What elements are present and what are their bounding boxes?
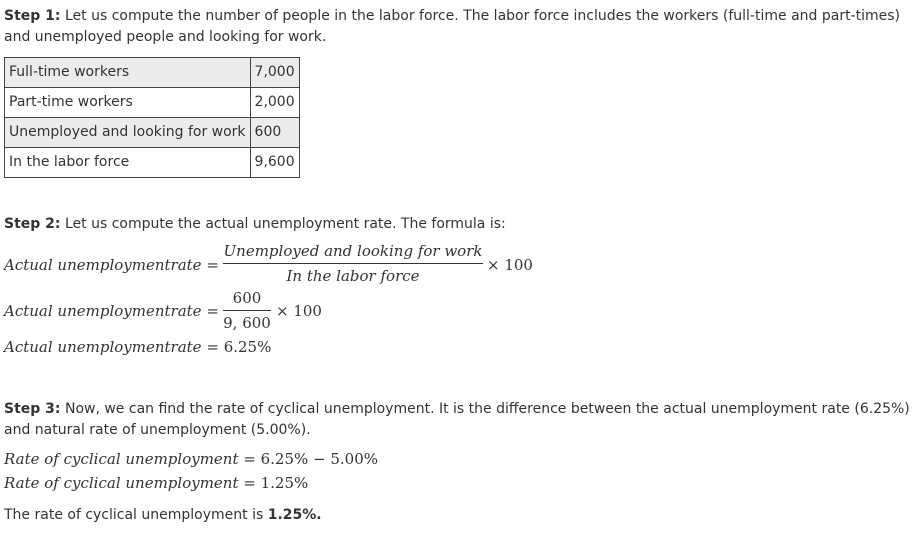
table-row xyxy=(5,118,300,148)
equation-1-lhs: Actual unemploymentrate = xyxy=(4,256,219,274)
labor-force-table xyxy=(4,57,300,178)
fraction-denominator: 9, 600 xyxy=(223,310,271,332)
table-row xyxy=(5,88,300,118)
step3-text: Now, we can find the rate of cyclical unemployment. It is the difference between the actual unemployment rate (6.25%) and natural rate of unemployment (5.00%). xyxy=(4,401,910,438)
equation-3-lhs: Actual unemploymentrate xyxy=(4,338,202,356)
row-value: 9,600 xyxy=(250,148,299,178)
equation-5: Rate of cyclical unemployment = 1.25% xyxy=(4,474,309,492)
equation-4-rhs: 6.25% − 5.00% xyxy=(260,450,379,468)
equation-2-fraction xyxy=(223,289,271,332)
step1-label: Step 1: xyxy=(4,8,61,24)
step2-paragraph xyxy=(4,214,914,235)
row-label: In the labor force xyxy=(5,148,251,178)
equation-1-multiplier: × 100 xyxy=(487,256,533,274)
equation-5-lhs: Rate of cyclical unemployment xyxy=(4,474,239,492)
row-label: Full-time workers xyxy=(5,58,251,88)
row-label: Part-time workers xyxy=(5,88,251,118)
equation-5-rhs: 1.25% xyxy=(260,474,309,492)
step2-text: Let us compute the actual unemployment rate. The formula is: xyxy=(60,216,506,232)
fraction-numerator: Unemployed and looking for work xyxy=(223,242,483,260)
conclusion-value: 1.25%. xyxy=(267,507,322,523)
equation-2-multiplier: × 100 xyxy=(276,302,322,320)
table-row xyxy=(5,58,300,88)
row-value: 2,000 xyxy=(250,88,299,118)
step3-paragraph xyxy=(4,399,914,441)
equation-3-rhs: 6.25% xyxy=(223,338,272,356)
step2-label: Step 2: xyxy=(4,216,61,232)
row-label: Unemployed and looking for work xyxy=(5,118,251,148)
equation-1-fraction xyxy=(223,242,483,285)
row-value: 600 xyxy=(250,118,299,148)
equation-4-lhs: Rate of cyclical unemployment xyxy=(4,450,239,468)
equation-2-lhs: Actual unemploymentrate = xyxy=(4,302,219,320)
row-value: 7,000 xyxy=(250,58,299,88)
step1-paragraph xyxy=(4,6,914,48)
equation-4: Rate of cyclical unemployment = 6.25% − 5.00% xyxy=(4,450,379,468)
conclusion-paragraph xyxy=(4,505,914,526)
step1-text: Let us compute the number of people in the labor force. The labor force includes the workers (full-time and part-times) and unemployed people and looking for work. xyxy=(4,8,901,45)
step3-label: Step 3: xyxy=(4,401,61,417)
fraction-denominator: In the labor force xyxy=(223,263,483,285)
equation-3: Actual unemploymentrate = 6.25% xyxy=(4,338,272,356)
conclusion-text: The rate of cyclical unemployment is xyxy=(4,507,268,523)
table-row xyxy=(5,148,300,178)
fraction-numerator: 600 xyxy=(232,289,262,307)
